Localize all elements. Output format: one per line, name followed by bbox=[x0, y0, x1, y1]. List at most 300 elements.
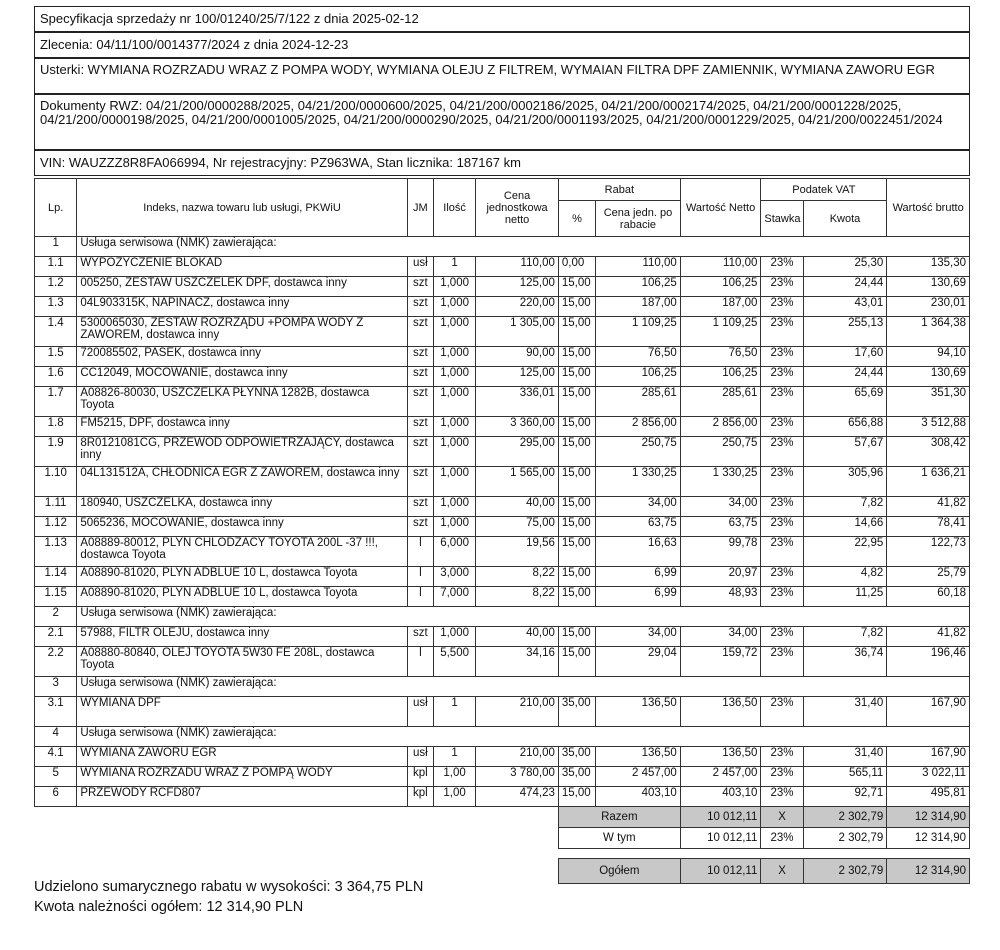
cell-gross: 60,18 bbox=[887, 587, 970, 607]
cell-qty: 5,500 bbox=[433, 647, 475, 677]
cell-vat: 11,25 bbox=[803, 587, 887, 607]
cell-price: 210,00 bbox=[476, 697, 559, 727]
cell-rate: 23% bbox=[761, 417, 803, 437]
cell-rate: 23% bbox=[761, 387, 803, 417]
cell-price-after: 63,75 bbox=[596, 517, 681, 537]
table-row bbox=[35, 627, 970, 647]
cell-price-after: 76,50 bbox=[596, 347, 681, 367]
cell-vat: 255,13 bbox=[803, 317, 887, 347]
cell-lp: 4.1 bbox=[35, 747, 77, 767]
cell-name: WYMIANA DPF bbox=[77, 697, 407, 727]
cell-jm: szt bbox=[407, 387, 433, 417]
cell-name: 5065236, MOCOWANIE, dostawca inny bbox=[77, 517, 407, 537]
cell-name: A08880-80840, OLEJ TOYOTA 5W30 FE 208L, dostawca Toyota bbox=[77, 647, 407, 677]
group-row bbox=[35, 237, 970, 257]
cell-vat: 22,95 bbox=[803, 537, 887, 567]
cell-gross: 41,82 bbox=[887, 497, 970, 517]
cell-net: 106,25 bbox=[680, 277, 761, 297]
cell-lp: 1.8 bbox=[35, 417, 77, 437]
group-row bbox=[35, 727, 970, 747]
cell-vat: 24,44 bbox=[803, 277, 887, 297]
cell-qty: 1,000 bbox=[433, 437, 475, 467]
cell-vat: 65,69 bbox=[803, 387, 887, 417]
cell-price: 3 360,00 bbox=[476, 417, 559, 437]
cell-pct: 15,00 bbox=[558, 467, 595, 497]
cell-lp: 3.1 bbox=[35, 697, 77, 727]
cell-pct: 15,00 bbox=[558, 437, 595, 467]
spacer bbox=[35, 828, 559, 849]
cell-vat: 36,74 bbox=[803, 647, 887, 677]
col-pct: % bbox=[558, 201, 595, 237]
col-jm: JM bbox=[407, 179, 433, 237]
cell-price-after: 187,00 bbox=[596, 297, 681, 317]
cell-qty: 1,000 bbox=[433, 417, 475, 437]
cell-pct: 15,00 bbox=[558, 627, 595, 647]
cell-vat: 31,40 bbox=[803, 697, 887, 727]
cell-price: 40,00 bbox=[476, 627, 559, 647]
cell-pct: 15,00 bbox=[558, 367, 595, 387]
table-row bbox=[35, 417, 970, 437]
cell-gross: 3 022,11 bbox=[887, 767, 970, 787]
cell-jm: usł bbox=[407, 697, 433, 727]
cell-pct: 15,00 bbox=[558, 537, 595, 567]
cell-qty: 3,000 bbox=[433, 567, 475, 587]
cell-name: PRZEWODY RCFD807 bbox=[77, 787, 407, 807]
cell-price-after: 6,99 bbox=[596, 587, 681, 607]
cell-name: WYMIANA ROZRZADU WRAZ Z POMPĄ WODY bbox=[77, 767, 407, 787]
cell-net: 136,50 bbox=[680, 747, 761, 767]
cell-pct: 15,00 bbox=[558, 567, 595, 587]
cell-pct: 15,00 bbox=[558, 787, 595, 807]
cell-gross: 135,30 bbox=[887, 257, 970, 277]
cell-price: 336,01 bbox=[476, 387, 559, 417]
cell-pct: 15,00 bbox=[558, 347, 595, 367]
cell-price-after: 29,04 bbox=[596, 647, 681, 677]
cell-price-after: 2 457,00 bbox=[596, 767, 681, 787]
cell-qty: 1,00 bbox=[433, 787, 475, 807]
cell-qty: 6,000 bbox=[433, 537, 475, 567]
cell-vat: 17,60 bbox=[803, 347, 887, 367]
cell-lp: 4 bbox=[35, 727, 77, 747]
cell-net: 20,97 bbox=[680, 567, 761, 587]
vin-header: VIN: WAUZZZ8R8FA066994, Nr rejestracyjny: PZ963WA, Stan licznika: 187167 km bbox=[34, 150, 970, 176]
cell-qty: 1,000 bbox=[433, 277, 475, 297]
totals-row bbox=[35, 807, 970, 828]
cell-qty: 1,000 bbox=[433, 317, 475, 347]
cell-name: A08826-80030, USZCZELKA PŁYNNA 1282B, dostawca Toyota bbox=[77, 387, 407, 417]
cell-net: 34,00 bbox=[680, 497, 761, 517]
totals-label: Ogółem bbox=[558, 859, 680, 884]
col-name: Indeks, nazwa towaru lub usługi, PKWiU bbox=[77, 179, 407, 237]
cell-net: 63,75 bbox=[680, 517, 761, 537]
totals-vat: 2 302,79 bbox=[803, 807, 887, 828]
col-discount: Rabat bbox=[558, 179, 680, 201]
cell-net: 1 109,25 bbox=[680, 317, 761, 347]
cell-qty: 1 bbox=[433, 257, 475, 277]
cell-name: CC12049, MOCOWANIE, dostawca inny bbox=[77, 367, 407, 387]
cell-name: Usługa serwisowa (NMK) zawierająca: bbox=[77, 237, 970, 257]
cell-gross: 1 636,21 bbox=[887, 467, 970, 497]
cell-price-after: 106,25 bbox=[596, 277, 681, 297]
totals-row bbox=[35, 828, 970, 849]
cell-net: 2 856,00 bbox=[680, 417, 761, 437]
totals-net: 10 012,11 bbox=[680, 859, 761, 884]
cell-name: A08889-80012, PLYN CHLODZACY TOYOTA 200L -37 !!!, dostawca Toyota bbox=[77, 537, 407, 567]
cell-price: 220,00 bbox=[476, 297, 559, 317]
cell-net: 99,78 bbox=[680, 537, 761, 567]
cell-pct: 15,00 bbox=[558, 297, 595, 317]
cell-price-after: 136,50 bbox=[596, 747, 681, 767]
cell-lp: 3 bbox=[35, 677, 77, 697]
cell-gross: 167,90 bbox=[887, 747, 970, 767]
cell-net: 48,93 bbox=[680, 587, 761, 607]
totals-rate: X bbox=[761, 807, 803, 828]
cell-pct: 15,00 bbox=[558, 647, 595, 677]
cell-jm: szt bbox=[407, 317, 433, 347]
cell-jm: l bbox=[407, 567, 433, 587]
cell-rate: 23% bbox=[761, 627, 803, 647]
cell-lp: 1.1 bbox=[35, 257, 77, 277]
cell-net: 187,00 bbox=[680, 297, 761, 317]
cell-price: 210,00 bbox=[476, 747, 559, 767]
cell-price: 34,16 bbox=[476, 647, 559, 677]
cell-jm: szt bbox=[407, 277, 433, 297]
cell-name: Usługa serwisowa (NMK) zawierająca: bbox=[77, 677, 970, 697]
totals-vat: 2 302,79 bbox=[803, 859, 887, 884]
cell-gross: 230,01 bbox=[887, 297, 970, 317]
cell-vat: 92,71 bbox=[803, 787, 887, 807]
cell-net: 2 457,00 bbox=[680, 767, 761, 787]
cell-pct: 15,00 bbox=[558, 517, 595, 537]
cell-price-after: 34,00 bbox=[596, 497, 681, 517]
totals-net: 10 012,11 bbox=[680, 828, 761, 849]
cell-rate: 23% bbox=[761, 587, 803, 607]
cell-qty: 1,000 bbox=[433, 467, 475, 497]
table-row bbox=[35, 387, 970, 417]
cell-lp: 1.14 bbox=[35, 567, 77, 587]
table-row bbox=[35, 257, 970, 277]
table-row bbox=[35, 277, 970, 297]
cell-net: 403,10 bbox=[680, 787, 761, 807]
table-row bbox=[35, 647, 970, 677]
cell-vat: 25,30 bbox=[803, 257, 887, 277]
table-row bbox=[35, 567, 970, 587]
cell-price: 125,00 bbox=[476, 367, 559, 387]
cell-rate: 23% bbox=[761, 697, 803, 727]
cell-gross: 196,46 bbox=[887, 647, 970, 677]
faults-header: Usterki: WYMIANA ROZRZADU WRAZ Z POMPA WODY, WYMIANA OLEJU Z FILTREM, WYMAIAN FILTRA DPF ZAMIENNIK, WYMIANA ZAWORU EGR bbox=[34, 58, 970, 94]
table-row bbox=[35, 467, 970, 497]
table-row bbox=[35, 747, 970, 767]
cell-pct: 15,00 bbox=[558, 317, 595, 347]
cell-qty: 1 bbox=[433, 697, 475, 727]
table-row bbox=[35, 317, 970, 347]
cell-net: 1 330,25 bbox=[680, 467, 761, 497]
cell-name: A08890-81020, PLYN ADBLUE 10 L, dostawca Toyota bbox=[77, 567, 407, 587]
cell-jm: szt bbox=[407, 437, 433, 467]
cell-lp: 5 bbox=[35, 767, 77, 787]
cell-name: 180940, USZCZELKA, dostawca inny bbox=[77, 497, 407, 517]
cell-price-after: 34,00 bbox=[596, 627, 681, 647]
cell-gross: 78,41 bbox=[887, 517, 970, 537]
cell-qty: 1,000 bbox=[433, 297, 475, 317]
cell-jm: szt bbox=[407, 517, 433, 537]
totals-vat: 2 302,79 bbox=[803, 828, 887, 849]
cell-price-after: 285,61 bbox=[596, 387, 681, 417]
col-net: Wartość Netto bbox=[680, 179, 761, 237]
cell-rate: 23% bbox=[761, 767, 803, 787]
table-row bbox=[35, 697, 970, 727]
cell-vat: 57,67 bbox=[803, 437, 887, 467]
cell-price: 40,00 bbox=[476, 497, 559, 517]
cell-rate: 23% bbox=[761, 277, 803, 297]
cell-name: 04L903315K, NAPINACZ, dostawca inny bbox=[77, 297, 407, 317]
totals-rate: 23% bbox=[761, 828, 803, 849]
cell-price: 8,22 bbox=[476, 587, 559, 607]
totals-body bbox=[35, 807, 970, 884]
cell-price: 295,00 bbox=[476, 437, 559, 467]
cell-lp: 1.6 bbox=[35, 367, 77, 387]
cell-price: 110,00 bbox=[476, 257, 559, 277]
cell-net: 159,72 bbox=[680, 647, 761, 677]
cell-rate: 23% bbox=[761, 467, 803, 497]
cell-jm: kpl bbox=[407, 787, 433, 807]
cell-gross: 122,73 bbox=[887, 537, 970, 567]
cell-jm: szt bbox=[407, 367, 433, 387]
cell-name: 04L131512A, CHŁODNICA EGR Z ZAWOREM, dostawca inny bbox=[77, 467, 407, 497]
cell-jm: kpl bbox=[407, 767, 433, 787]
table-row bbox=[35, 367, 970, 387]
cell-name: 8R0121081CG, PRZEWÓD ODPOWIETRZAJĄCY, dostawca inny bbox=[77, 437, 407, 467]
cell-rate: 23% bbox=[761, 317, 803, 347]
cell-gross: 1 364,38 bbox=[887, 317, 970, 347]
cell-price-after: 2 856,00 bbox=[596, 417, 681, 437]
cell-price-after: 136,50 bbox=[596, 697, 681, 727]
cell-rate: 23% bbox=[761, 297, 803, 317]
cell-qty: 1,000 bbox=[433, 387, 475, 417]
col-qty: Ilość bbox=[433, 179, 475, 237]
cell-price-after: 110,00 bbox=[596, 257, 681, 277]
cell-vat: 656,88 bbox=[803, 417, 887, 437]
cell-qty: 1,000 bbox=[433, 347, 475, 367]
cell-jm: l bbox=[407, 647, 433, 677]
cell-jm: szt bbox=[407, 497, 433, 517]
cell-lp: 2 bbox=[35, 607, 77, 627]
totals-gross: 12 314,90 bbox=[887, 859, 970, 884]
cell-lp: 6 bbox=[35, 787, 77, 807]
table-row bbox=[35, 297, 970, 317]
cell-jm: l bbox=[407, 537, 433, 567]
col-amount: Kwota bbox=[803, 201, 887, 237]
cell-rate: 23% bbox=[761, 367, 803, 387]
cell-qty: 1,000 bbox=[433, 517, 475, 537]
cell-rate: 23% bbox=[761, 437, 803, 467]
cell-name: 57988, FILTR OLEJU, dostawca inny bbox=[77, 627, 407, 647]
cell-price: 125,00 bbox=[476, 277, 559, 297]
cell-vat: 31,40 bbox=[803, 747, 887, 767]
cell-rate: 23% bbox=[761, 497, 803, 517]
cell-net: 285,61 bbox=[680, 387, 761, 417]
cell-jm: usł bbox=[407, 747, 433, 767]
cell-vat: 43,01 bbox=[803, 297, 887, 317]
cell-gross: 308,42 bbox=[887, 437, 970, 467]
cell-lp: 2.2 bbox=[35, 647, 77, 677]
cell-price: 1 305,00 bbox=[476, 317, 559, 347]
cell-gross: 130,69 bbox=[887, 277, 970, 297]
col-rate: Stawka bbox=[761, 201, 803, 237]
cell-qty: 7,000 bbox=[433, 587, 475, 607]
cell-pct: 15,00 bbox=[558, 387, 595, 417]
cell-pct: 15,00 bbox=[558, 587, 595, 607]
cell-vat: 7,82 bbox=[803, 497, 887, 517]
totals-label: Razem bbox=[558, 807, 680, 828]
cell-lp: 1.7 bbox=[35, 387, 77, 417]
cell-name: WYMIANA ZAWORU EGR bbox=[77, 747, 407, 767]
cell-rate: 23% bbox=[761, 787, 803, 807]
total-due: Kwota należności ogółem: 12 314,90 PLN bbox=[34, 899, 304, 915]
totals-label: W tym bbox=[558, 828, 680, 849]
cell-price: 474,23 bbox=[476, 787, 559, 807]
cell-name: A08890-81020, PLYN ADBLUE 10 L, dostawca Toyota bbox=[77, 587, 407, 607]
cell-lp: 1.9 bbox=[35, 437, 77, 467]
col-gross: Wartość brutto bbox=[887, 179, 970, 237]
cell-net: 106,25 bbox=[680, 367, 761, 387]
cell-qty: 1,000 bbox=[433, 627, 475, 647]
cell-jm: szt bbox=[407, 627, 433, 647]
cell-rate: 23% bbox=[761, 567, 803, 587]
cell-gross: 25,79 bbox=[887, 567, 970, 587]
cell-gross: 130,69 bbox=[887, 367, 970, 387]
cell-vat: 305,96 bbox=[803, 467, 887, 497]
cell-qty: 1,000 bbox=[433, 367, 475, 387]
table-row bbox=[35, 787, 970, 807]
cell-gross: 41,82 bbox=[887, 627, 970, 647]
col-lp: Lp. bbox=[35, 179, 77, 237]
cell-name: Usługa serwisowa (NMK) zawierająca: bbox=[77, 727, 970, 747]
table-row bbox=[35, 437, 970, 467]
items-table bbox=[34, 178, 970, 884]
cell-name: Usługa serwisowa (NMK) zawierająca: bbox=[77, 607, 970, 627]
cell-gross: 351,30 bbox=[887, 387, 970, 417]
cell-name: 005250, ZESTAW USZCZELEK DPF, dostawca inny bbox=[77, 277, 407, 297]
col-vat: Podatek VAT bbox=[761, 179, 887, 201]
cell-name: 720085502, PASEK, dostawca inny bbox=[77, 347, 407, 367]
cell-lp: 1.10 bbox=[35, 467, 77, 497]
totals-gross: 12 314,90 bbox=[887, 828, 970, 849]
cell-pct: 35,00 bbox=[558, 767, 595, 787]
cell-jm: szt bbox=[407, 347, 433, 367]
cell-net: 34,00 bbox=[680, 627, 761, 647]
cell-price-after: 6,99 bbox=[596, 567, 681, 587]
cell-net: 110,00 bbox=[680, 257, 761, 277]
table-row bbox=[35, 517, 970, 537]
cell-vat: 7,82 bbox=[803, 627, 887, 647]
cell-price-after: 1 109,25 bbox=[596, 317, 681, 347]
cell-name: WYPOZYCZENIE BLOKAD bbox=[77, 257, 407, 277]
cell-vat: 24,44 bbox=[803, 367, 887, 387]
cell-jm: szt bbox=[407, 467, 433, 497]
cell-price: 8,22 bbox=[476, 567, 559, 587]
cell-price-after: 403,10 bbox=[596, 787, 681, 807]
cell-vat: 565,11 bbox=[803, 767, 887, 787]
cell-net: 76,50 bbox=[680, 347, 761, 367]
cell-gross: 495,81 bbox=[887, 787, 970, 807]
cell-lp: 1 bbox=[35, 237, 77, 257]
cell-price-after: 250,75 bbox=[596, 437, 681, 467]
cell-lp: 1.13 bbox=[35, 537, 77, 567]
order-header: Zlecenia: 04/11/100/0014377/2024 z dnia 2024-12-23 bbox=[34, 32, 970, 58]
cell-qty: 1,000 bbox=[433, 497, 475, 517]
documents-header: Dokumenty RWZ: 04/21/200/0000288/2025, 04/21/200/0000600/2025, 04/21/200/0002186/2025, 04/21/200/0002174/2025, 04/21/200/0001228/2025, 04/21/200/0000198/2025, 04/21/200/0001005/2025, 04/21/200/0000290/2025, 04/21/200/0001193/2025, 04/21/200/0001229/2025, 04/21/200/0022451/2024 bbox=[34, 94, 970, 150]
group-row bbox=[35, 677, 970, 697]
cell-price: 75,00 bbox=[476, 517, 559, 537]
cell-qty: 1 bbox=[433, 747, 475, 767]
totals-net: 10 012,11 bbox=[680, 807, 761, 828]
table-row bbox=[35, 767, 970, 787]
cell-pct: 15,00 bbox=[558, 417, 595, 437]
table-row bbox=[35, 497, 970, 517]
items-body bbox=[35, 237, 970, 807]
cell-jm: l bbox=[407, 587, 433, 607]
cell-lp: 1.15 bbox=[35, 587, 77, 607]
cell-net: 250,75 bbox=[680, 437, 761, 467]
cell-name: 5300065030, ZESTAW ROZRZĄDU +POMPA WODY Z ZAWOREM, dostawca inny bbox=[77, 317, 407, 347]
cell-rate: 23% bbox=[761, 347, 803, 367]
cell-vat: 14,66 bbox=[803, 517, 887, 537]
cell-qty: 1,00 bbox=[433, 767, 475, 787]
cell-rate: 23% bbox=[761, 747, 803, 767]
cell-rate: 23% bbox=[761, 257, 803, 277]
table-row bbox=[35, 537, 970, 567]
cell-vat: 4,82 bbox=[803, 567, 887, 587]
spec-header: Specyfikacja sprzedaży nr 100/01240/25/7/122 z dnia 2025-02-12 bbox=[34, 6, 970, 32]
col-price-after: Cena jedn. po rabacie bbox=[596, 201, 681, 237]
cell-lp: 1.3 bbox=[35, 297, 77, 317]
cell-net: 136,50 bbox=[680, 697, 761, 727]
cell-lp: 2.1 bbox=[35, 627, 77, 647]
cell-price: 90,00 bbox=[476, 347, 559, 367]
cell-rate: 23% bbox=[761, 537, 803, 567]
cell-pct: 0,00 bbox=[558, 257, 595, 277]
cell-price-after: 1 330,25 bbox=[596, 467, 681, 497]
table-row bbox=[35, 587, 970, 607]
cell-gross: 167,90 bbox=[887, 697, 970, 727]
cell-jm: usł bbox=[407, 257, 433, 277]
cell-price-after: 16,63 bbox=[596, 537, 681, 567]
cell-pct: 35,00 bbox=[558, 747, 595, 767]
cell-price: 3 780,00 bbox=[476, 767, 559, 787]
cell-rate: 23% bbox=[761, 647, 803, 677]
totals-rate: X bbox=[761, 859, 803, 884]
cell-pct: 35,00 bbox=[558, 697, 595, 727]
cell-jm: szt bbox=[407, 297, 433, 317]
cell-price: 19,56 bbox=[476, 537, 559, 567]
cell-lp: 1.11 bbox=[35, 497, 77, 517]
spacer bbox=[35, 807, 559, 828]
cell-rate: 23% bbox=[761, 517, 803, 537]
cell-lp: 1.2 bbox=[35, 277, 77, 297]
group-row bbox=[35, 607, 970, 627]
col-price: Cena jednostkowa netto bbox=[476, 179, 559, 237]
totals-gross: 12 314,90 bbox=[887, 807, 970, 828]
cell-gross: 3 512,88 bbox=[887, 417, 970, 437]
cell-lp: 1.4 bbox=[35, 317, 77, 347]
cell-price-after: 106,25 bbox=[596, 367, 681, 387]
cell-price: 1 565,00 bbox=[476, 467, 559, 497]
cell-gross: 94,10 bbox=[887, 347, 970, 367]
table-row bbox=[35, 347, 970, 367]
cell-pct: 15,00 bbox=[558, 497, 595, 517]
